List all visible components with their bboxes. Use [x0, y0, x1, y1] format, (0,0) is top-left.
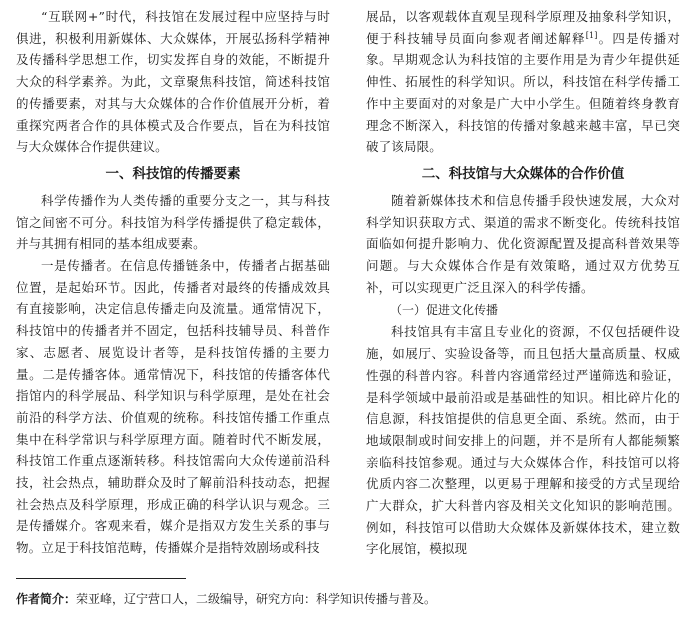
section1-paragraph-2: 一是传播者。在信息传播链条中，传播者占据基础位置，是起始环节。因此，传播者对最终的传播成效具有直接影响，决定信息传播走向及流量。通常情况下，科技馆中的传播者并不固定，包括科技辅导员、科普作家、志愿者、展览设计者等，是科技馆传播的主要力量。二是传播客体。通常情况下，科技馆的传播客体代指馆内的科学展品、科学知识与科学原理，是处在社会前沿的科学方法、价值观的统称。科技馆传播工作重点集中在科学常识与科学原理方面。随着时代不断发展，科技馆工作重点逐渐转移。科技馆需向大众传递前沿科技，社会热点，辅助群众及时了解前沿科技动态，把握社会热点及科学原理，形成正确的科学认识与观念。三是传播媒介。客观来看，媒介是指双方发生关系的事与物。立足于科技馆范畴，传播媒介是指特效剧场或科技 — [16, 258, 330, 556]
right-column — [366, 6, 680, 560]
subsection-heading: （一）促进文化传播 — [390, 303, 499, 318]
section-heading-1: 一、科技馆的传播要素 — [105, 165, 241, 182]
author-footnote — [16, 590, 676, 608]
section2-paragraph-1: 随着新媒体技术和信息传播手段快速发展，大众对科学知识获取方式、渠道的需求不断变化。传统科技馆面临如何提升影响力、优化资源配置及提高科普效果等问题。与大众媒体合作是有效策略，通过双方优势互补，可以实现更广泛且深入的科学传播。 — [366, 192, 680, 295]
continued-text-after-citation: 。四是传播对象。早期观念认为科技馆的主要作用是为青少年提供延伸性、拓展性的科学知识。所以，科技馆在科学传播工作中主要面对的对象是广大中小学生。但随着终身教育理念不断深入，科技馆的传播对象越来越丰富，早已突破了该局限。 — [366, 30, 680, 155]
citation-marker: [1] — [585, 30, 598, 40]
section1-paragraph-1: 科学传播作为人类传播的重要分支之一，其与科技馆之间密不可分。科技馆为科学传播提供了稳定载体，并与其拥有相同的基本组成要素。 — [16, 192, 330, 252]
left-column — [16, 6, 330, 559]
intro-paragraph: “互联网+”时代，科技馆在发展过程中应坚持与时俱进，积极利用新媒体、大众媒体，开展弘扬科学精神及传播科学思想工作，切实发挥自身的效能，不断提升大众的科学素养。为此，文章聚焦科技馆，简述科技馆的传播要素，对其与大众媒体的合作价值展开分析，着重探究两者合作的具体模式及合作要点，旨在为科技馆与大众媒体合作提供建议。 — [16, 9, 330, 155]
continued-paragraph — [366, 6, 680, 158]
section-heading-2: 二、科技馆与大众媒体的合作价值 — [421, 165, 625, 182]
footnote-label: 作者简介： — [16, 592, 77, 606]
footnote-divider — [16, 578, 186, 579]
section2-paragraph-2: 科技馆具有丰富且专业化的资源，不仅包括硬件设施，如展厅、实验设备等，而且包括大量高质量、权威性强的科普内容。科普内容通常经过严谨筛选和验证，是科学领域中最前沿或是基础性的知识。相比碎片化的信息源，科技馆提供的信息更全面、系统。然而，由于地域限制或时间安排上的问题，并不是所有人都能频繁亲临科技馆参观。通过与大众媒体合作，科技馆可以将优质内容二次整理，以更易于理解和接受的方式呈现给广大群众，扩大科普内容及相关文化知识的影响范围。例如，科技馆可以借助大众媒体及新媒体技术，建立数字化展馆，模拟现 — [366, 324, 680, 557]
continued-text-before-citation: 展品，以客观载体直观呈现科学原理及抽象科学知识，便于科技辅导员面向参观者阐述解释 — [366, 9, 680, 46]
footnote-text: 荣亚峰，辽宁营口人，二级编导，研究方向：科学知识传播与普及。 — [76, 592, 437, 606]
